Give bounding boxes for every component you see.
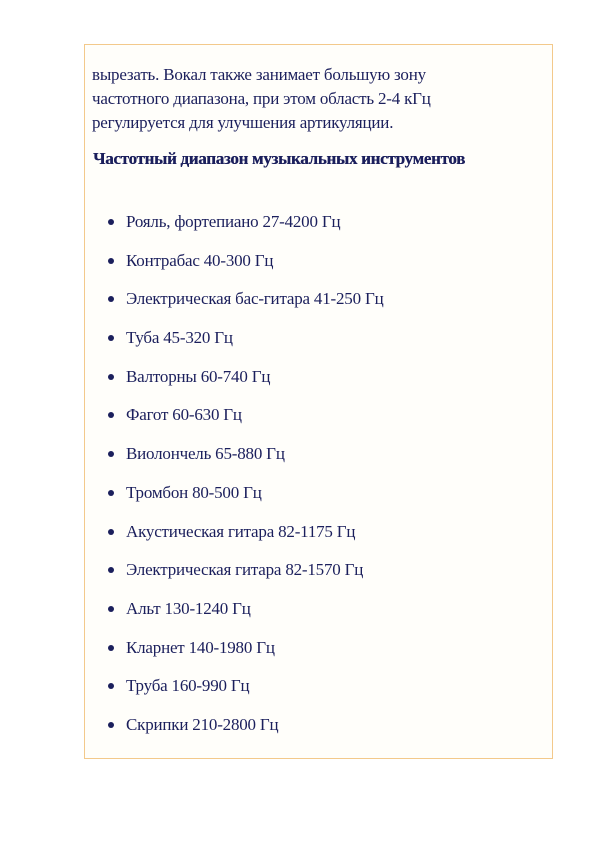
- bullet-icon: [108, 412, 114, 418]
- list-item-text: Контрабас 40-300 Гц: [126, 250, 274, 270]
- bullet-icon: [108, 683, 114, 689]
- bullet-icon: [108, 296, 114, 302]
- bullet-icon: [108, 219, 114, 225]
- bullet-icon: [108, 529, 114, 535]
- list-item-text: Валторны 60-740 Гц: [126, 366, 271, 386]
- list-item-text: Электрическая бас-гитара 41-250 Гц: [126, 289, 384, 309]
- bullet-icon: [108, 374, 114, 380]
- bullet-icon: [108, 335, 114, 341]
- list-item-text: Туба 45-320 Гц: [126, 328, 233, 348]
- intro-paragraph: [92, 63, 547, 135]
- bullet-icon: [108, 645, 114, 651]
- list-item-text: Альт 130-1240 Гц: [126, 598, 251, 618]
- bullet-icon: [108, 606, 114, 612]
- list-item-text: Тромбон 80-500 Гц: [126, 482, 262, 502]
- list-item-text: Электрическая гитара 82-1570 Гц: [126, 560, 364, 580]
- list-item-text: Фагот 60-630 Гц: [126, 405, 242, 425]
- bullet-icon: [108, 567, 114, 573]
- bullet-icon: [108, 258, 114, 264]
- content-frame: [84, 44, 553, 759]
- intro-line: регулируется для улучшения артикуляции.: [92, 113, 394, 132]
- list-item-text: Труба 160-990 Гц: [126, 676, 250, 696]
- list-item-text: Скрипки 210-2800 Гц: [126, 714, 279, 734]
- bullet-icon: [108, 490, 114, 496]
- intro-line: вырезать. Вокал также занимает большую зону: [92, 65, 426, 84]
- section-heading: Частотный диапазон музыкальных инструментов: [93, 149, 465, 168]
- list-item-text: Кларнет 140-1980 Гц: [126, 637, 275, 657]
- list-item-text: Акустическая гитара 82-1175 Гц: [126, 521, 356, 541]
- bullet-icon: [108, 722, 114, 728]
- list-item-text: Рояль, фортепиано 27-4200 Гц: [126, 212, 341, 231]
- list-item-text: Виолончель 65-880 Гц: [126, 444, 285, 464]
- intro-line: частотного диапазона, при этом область 2-4 кГц: [92, 89, 431, 108]
- bullet-icon: [108, 451, 114, 457]
